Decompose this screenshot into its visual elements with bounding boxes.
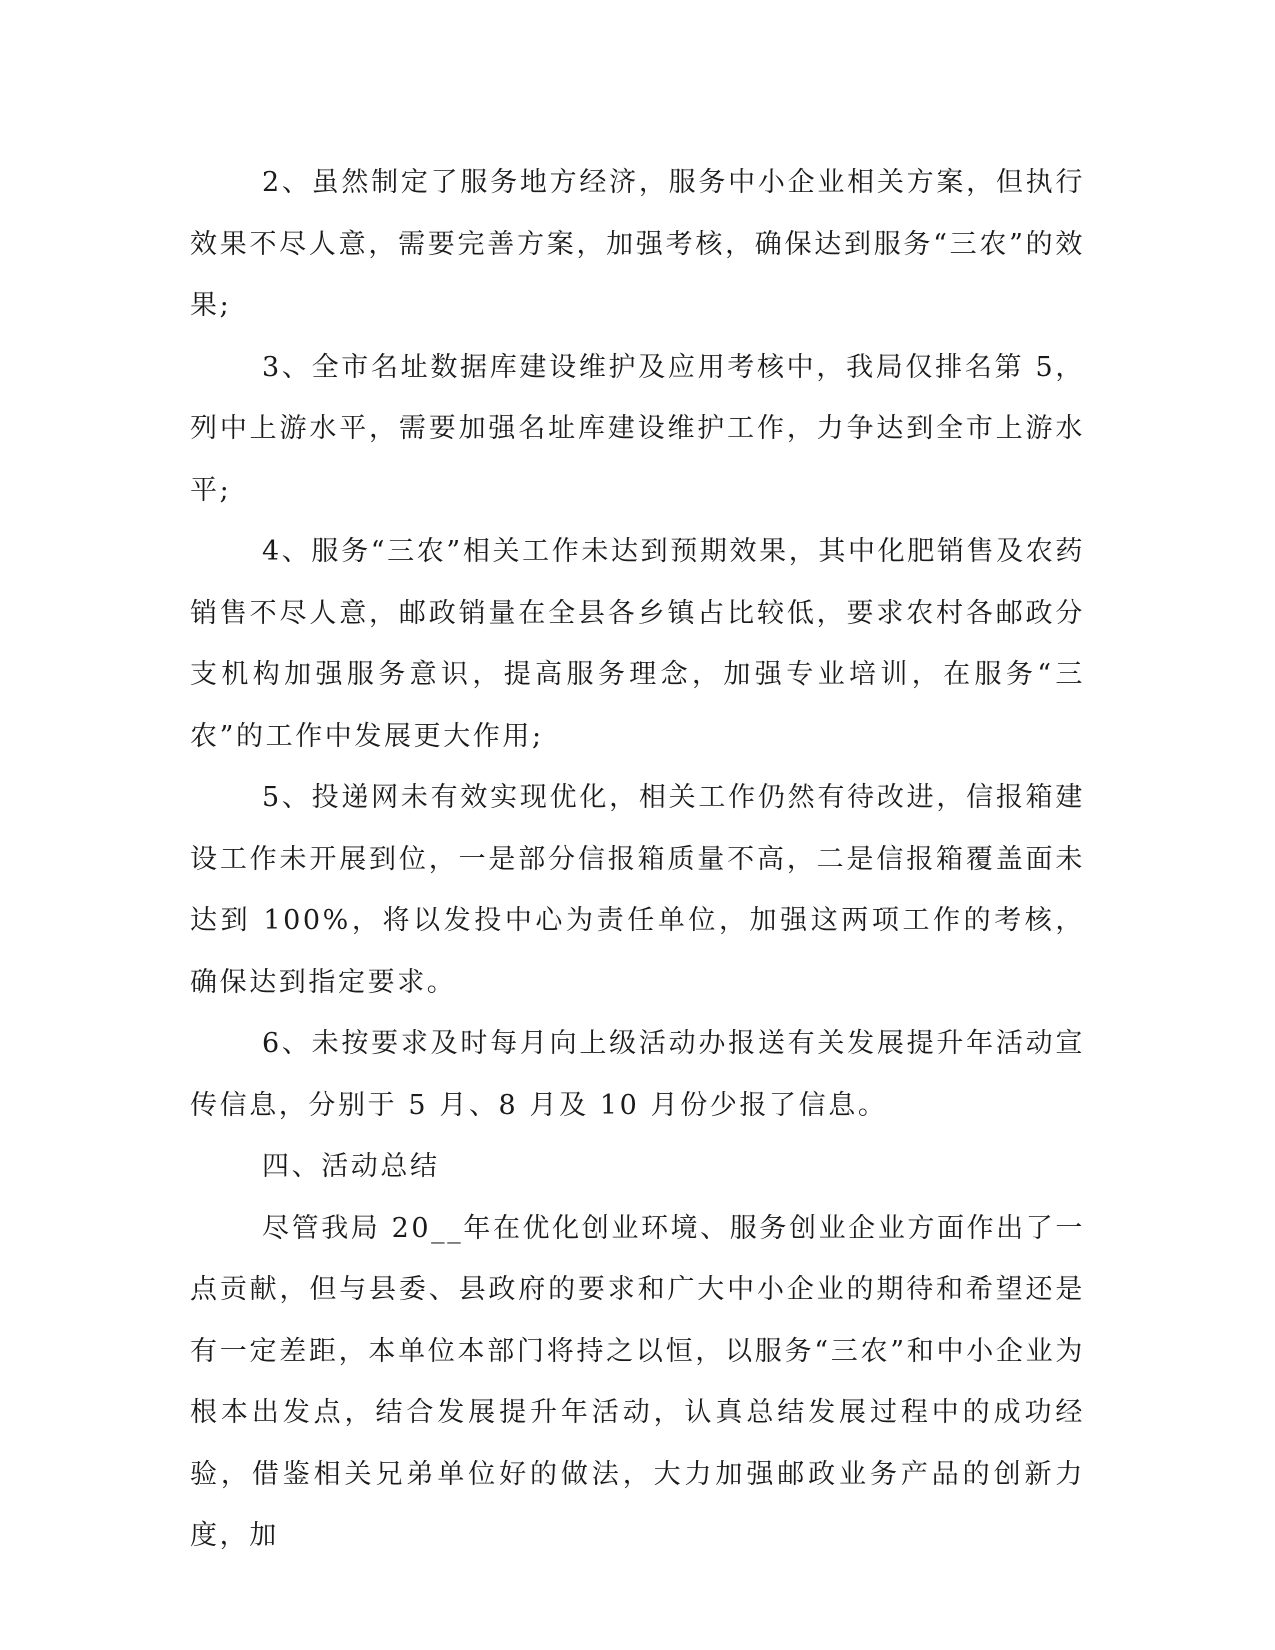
paragraph-item-5: 5、投递网未有效实现优化，相关工作仍然有待改进，信报箱建设工作未开展到位，一是部分信报箱质量不高，二是信报箱覆盖面未达到 100%，将以发投中心为责任单位，加强这两项工作的考核，确保达到指定要求。 bbox=[190, 782, 1085, 998]
summary-paragraph: 尽管我局 20__年在优化创业环境、服务创业企业方面作出了一点贡献，但与县委、县政府的要求和广大中小企业的期待和希望还是有一定差距，本单位本部门将持之以恒，以服务“三农”和中小企业为根本出发点，结合发展提升年活动，认真总结发展过程中的成功经验，借鉴相关兄弟单位好的做法，大力加强邮政业务产品的创新力度，加 bbox=[190, 1212, 1085, 1551]
paragraph-item-3: 3、全市名址数据库建设维护及应用考核中，我局仅排名第 5，列中上游水平，需要加强名址库建设维护工作，力争达到全市上游水平; bbox=[190, 351, 1085, 506]
section-heading: 四、活动总结 bbox=[262, 1151, 440, 1182]
paragraph-item-2: 2、虽然制定了服务地方经济，服务中小企业相关方案，但执行效果不尽人意，需要完善方案，加强考核，确保达到服务“三农”的效果; bbox=[190, 167, 1085, 321]
document-body bbox=[190, 152, 1085, 1567]
paragraph-item-4: 4、服务“三农”相关工作未达到预期效果，其中化肥销售及农药销售不尽人意，邮政销量在全县各乡镇占比较低，要求农村各邮政分支机构加强服务意识，提高服务理念，加强专业培训，在服务“三农”的工作中发展更大作用; bbox=[190, 536, 1085, 752]
paragraph-item-6: 6、未按要求及时每月向上级活动办报送有关发展提升年活动宣传信息，分别于 5 月、8 月及 10 月份少报了信息。 bbox=[190, 1028, 1085, 1121]
